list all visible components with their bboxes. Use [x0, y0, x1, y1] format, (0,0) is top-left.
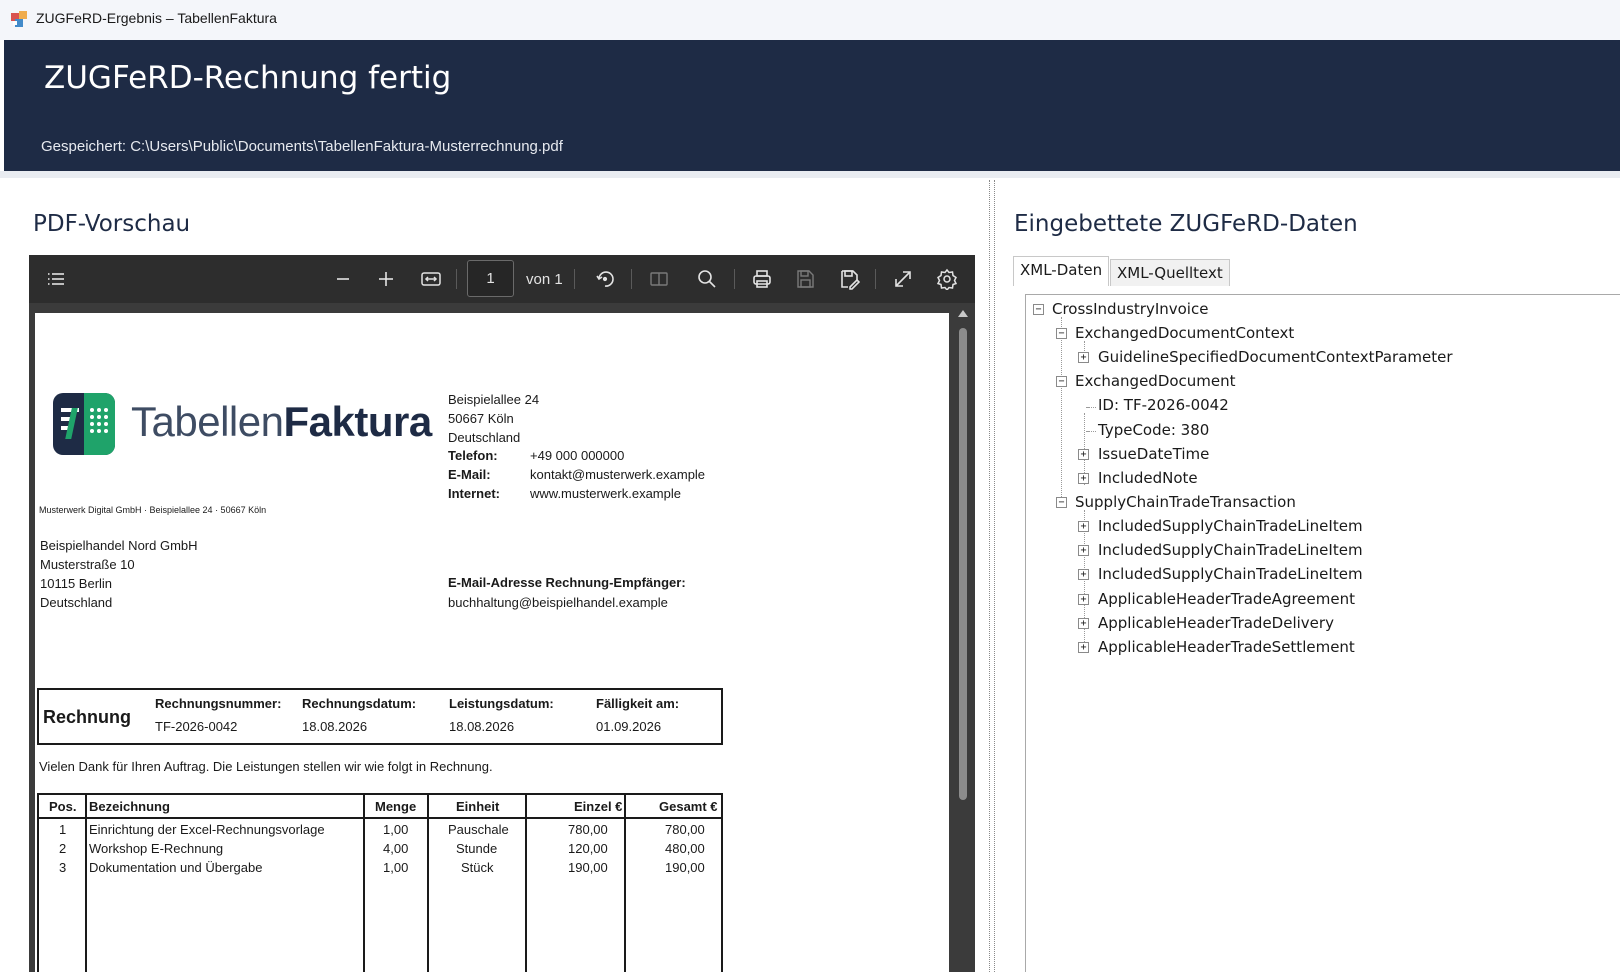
toolbar-separator [631, 269, 632, 289]
col-header-unit-price: Einzel € [574, 799, 623, 814]
pane-splitter[interactable] [989, 180, 995, 972]
tabellenfaktura-logo-icon [53, 393, 115, 455]
tree-node-lineitem-1[interactable]: IncludedSupplyChainTradeLineItem [1098, 517, 1363, 535]
cell-pos: 3 [59, 860, 67, 875]
zoom-out-icon[interactable] [331, 267, 355, 291]
header-divider [0, 171, 1620, 178]
tree-node-exchangeddocumentcontext[interactable]: ExchangedDocumentContext [1075, 324, 1295, 342]
contact-email-value: kontakt@musterwerk.example [530, 467, 706, 482]
pdf-page [35, 313, 949, 972]
col-header-quantity: Menge [375, 799, 417, 814]
tree-connector [1061, 317, 1062, 505]
col-header-pos: Pos. [49, 799, 77, 814]
tree-node-headertradedelivery[interactable]: ApplicableHeaderTradeDelivery [1098, 614, 1334, 632]
cell-description: Workshop E-Rechnung [89, 841, 224, 856]
cell-unit-price: 190,00 [568, 860, 608, 875]
cell-total: 190,00 [665, 860, 705, 875]
invoice-date-label: Rechnungsdatum: [302, 696, 417, 711]
page-count: von 1 [526, 271, 563, 288]
rotate-icon[interactable] [593, 267, 617, 291]
cell-total: 780,00 [665, 822, 705, 837]
collapse-icon[interactable]: − [1056, 328, 1067, 339]
cell-pos: 2 [59, 841, 67, 856]
print-icon[interactable] [750, 267, 774, 291]
logo-light-text: Tabellen [131, 398, 284, 445]
expand-icon[interactable]: + [1078, 473, 1089, 484]
cell-quantity: 1,00 [383, 860, 409, 875]
table-column-divider [85, 795, 87, 972]
cell-unit: Pauschale [448, 822, 509, 837]
tree-node-includednote[interactable]: IncludedNote [1098, 469, 1198, 487]
cell-total: 480,00 [665, 841, 705, 856]
tree-node-headertradeagreement[interactable]: ApplicableHeaderTradeAgreement [1098, 590, 1355, 608]
cell-quantity: 1,00 [383, 822, 409, 837]
expand-icon[interactable]: + [1078, 642, 1089, 653]
collapse-icon[interactable]: − [1033, 304, 1044, 315]
toolbar-separator [456, 269, 457, 289]
contact-web-value: www.musterwerk.example [530, 486, 681, 501]
col-header-unit: Einheit [456, 799, 500, 814]
pdf-preview-heading: PDF-Vorschau [33, 211, 191, 237]
logo-bold-text: Faktura [283, 398, 432, 445]
contact-phone-value: +49 000 000000 [530, 448, 625, 463]
tab-xml-source[interactable]: XML-Quelltext [1110, 259, 1230, 286]
service-date-label: Leistungsdatum: [449, 696, 554, 711]
scroll-thumb[interactable] [959, 328, 967, 800]
app-window-icon [10, 10, 28, 28]
save-icon [793, 267, 817, 291]
cell-unit: Stunde [456, 841, 498, 856]
table-column-divider [525, 795, 527, 972]
expand-icon[interactable]: + [1078, 449, 1089, 460]
recipient-email-value: buchhaltung@beispielhandel.example [448, 595, 668, 610]
toolbar-separator [875, 269, 876, 289]
title-bar [0, 0, 1620, 40]
cell-quantity: 4,00 [383, 841, 409, 856]
pdf-toolbar [29, 255, 975, 303]
tree-connector [1086, 407, 1094, 408]
toolbar-separator [734, 269, 735, 289]
toolbar-separator [574, 269, 575, 289]
tree-node-exchangeddocument[interactable]: ExchangedDocument [1075, 372, 1236, 390]
scroll-up-icon[interactable] [958, 310, 968, 317]
tree-node-lineitem-3[interactable]: IncludedSupplyChainTradeLineItem [1098, 565, 1363, 583]
cell-description: Dokumentation und Übergabe [89, 860, 263, 875]
invoice-title: Rechnung [43, 707, 131, 727]
expand-icon[interactable]: + [1078, 521, 1089, 532]
table-column-divider [624, 795, 626, 972]
search-icon[interactable] [695, 267, 719, 291]
fit-width-icon[interactable] [419, 267, 443, 291]
tree-node-guidelinespecifieddocumentcontextparameter[interactable]: GuidelineSpecifiedDocumentContextParameter [1098, 348, 1453, 366]
service-date-value: 18.08.2026 [449, 719, 515, 734]
table-column-divider [363, 795, 365, 972]
expand-icon[interactable]: + [1078, 594, 1089, 605]
tree-node-crossindustryinvoice[interactable]: CrossIndustryInvoice [1052, 300, 1209, 318]
cell-unit: Stück [461, 860, 494, 875]
invoice-date-value: 18.08.2026 [302, 719, 368, 734]
contact-web-label: Internet: [448, 486, 500, 501]
cell-description: Einrichtung der Excel-Rechnungsvorlage [89, 822, 325, 837]
contents-icon[interactable] [44, 267, 68, 291]
line-items-table [37, 793, 723, 972]
contact-email-label: E-Mail: [448, 467, 491, 482]
collapse-icon[interactable]: − [1056, 497, 1067, 508]
table-column-divider [427, 795, 429, 972]
recipient-street: Musterstraße 10 [40, 557, 135, 572]
result-header [4, 40, 1620, 171]
expand-icon[interactable]: + [1078, 545, 1089, 556]
col-header-description: Bezeichnung [89, 799, 170, 814]
cell-unit-price: 780,00 [568, 822, 608, 837]
due-date-label: Fälligkeit am: [596, 696, 680, 711]
tree-node-headertradesettlement[interactable]: ApplicableHeaderTradeSettlement [1098, 638, 1355, 656]
thanks-text: Vielen Dank für Ihren Auftrag. Die Leistungen stellen wir wie folgt in Rechnung. [39, 759, 493, 774]
zoom-in-icon[interactable] [374, 267, 398, 291]
recipient-email-label: E-Mail-Adresse Rechnung-Empfänger: [448, 575, 686, 590]
recipient-name: Beispielhandel Nord GmbH [40, 538, 198, 553]
expand-icon[interactable]: + [1078, 352, 1089, 363]
fullscreen-icon[interactable] [891, 267, 915, 291]
logo-wordmark [131, 398, 432, 446]
invoice-number-label: Rechnungsnummer: [155, 696, 282, 711]
saved-path: Gespeichert: C:\Users\Public\Documents\TabellenFaktura-Musterrechnung.pdf [41, 138, 563, 155]
recipient-country: Deutschland [40, 595, 113, 610]
tree-node-issuedatetime[interactable]: IssueDateTime [1098, 445, 1210, 463]
window-title: ZUGFeRD-Ergebnis – TabellenFaktura [36, 10, 277, 26]
invoice-number-value: TF-2026-0042 [155, 719, 238, 734]
tree-node-id[interactable]: ID: TF-2026-0042 [1098, 396, 1229, 414]
contact-phone-label: Telefon: [448, 448, 498, 463]
expand-icon[interactable]: + [1078, 569, 1089, 580]
recipient-city: 10115 Berlin [40, 576, 113, 591]
tree-node-typecode[interactable]: TypeCode: 380 [1098, 421, 1210, 439]
cell-unit-price: 120,00 [568, 841, 608, 856]
tree-node-supplychaintradetransaction[interactable]: SupplyChainTradeTransaction [1075, 493, 1296, 511]
sender-street: Beispielallee 24 [448, 392, 540, 407]
pdf-scrollbar[interactable] [956, 308, 970, 972]
col-header-total: Gesamt € [659, 799, 718, 814]
due-date-value: 01.09.2026 [596, 719, 662, 734]
page-number-input[interactable]: 1 [467, 260, 514, 297]
header-title: ZUGFeRD-Rechnung fertig [44, 60, 452, 96]
cell-pos: 1 [59, 822, 67, 837]
two-page-icon [647, 267, 671, 291]
tab-xml-data[interactable]: XML-Daten [1013, 256, 1109, 286]
invoice-header-box [37, 688, 723, 745]
settings-icon[interactable] [935, 267, 959, 291]
sender-city: 50667 Köln [448, 411, 514, 426]
sender-return-line: Musterwerk Digital GmbH · Beispielallee 24 · 50667 Köln [39, 505, 267, 515]
expand-icon[interactable]: + [1078, 618, 1089, 629]
pdf-viewer [29, 255, 975, 972]
save-as-icon[interactable] [837, 267, 861, 291]
sender-country: Deutschland [448, 430, 521, 445]
tree-node-lineitem-2[interactable]: IncludedSupplyChainTradeLineItem [1098, 541, 1363, 559]
collapse-icon[interactable]: − [1056, 376, 1067, 387]
zugferd-data-heading: Eingebettete ZUGFeRD-Daten [1014, 211, 1358, 237]
tree-connector [1086, 431, 1094, 432]
